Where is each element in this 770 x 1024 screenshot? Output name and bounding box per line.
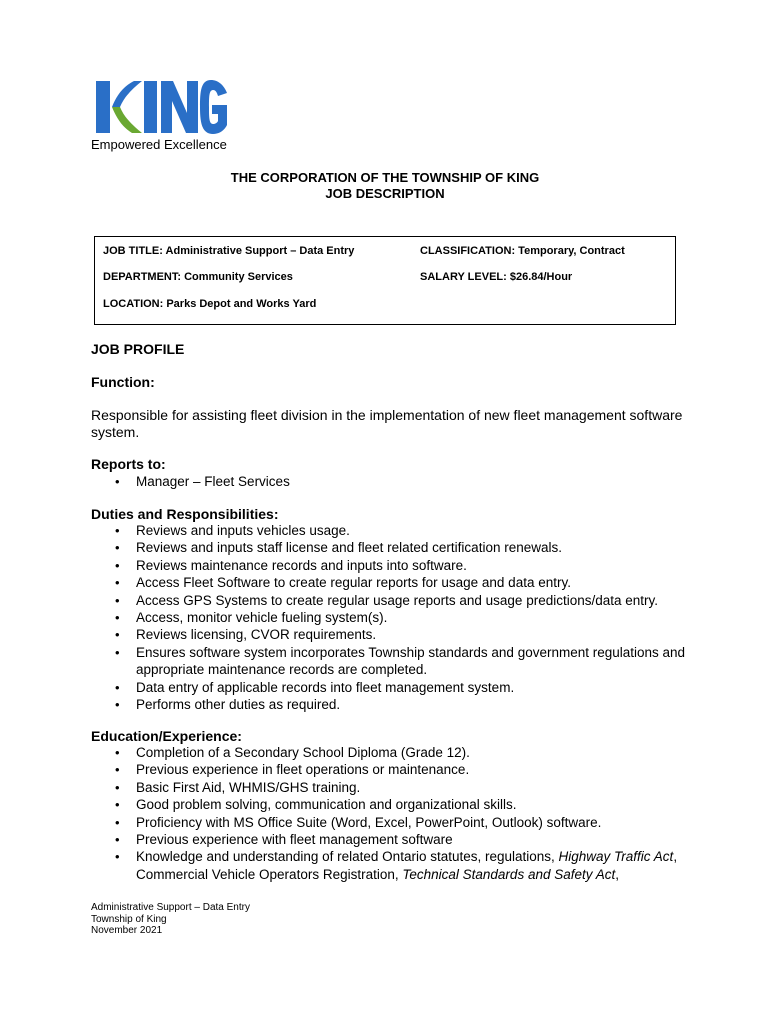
bullet-icon: • — [115, 697, 120, 713]
bullet-icon: • — [115, 779, 120, 795]
list-item-text: Manager – Fleet Services — [136, 474, 290, 489]
statutes-text-1: Knowledge and understanding of related Ontario statutes, regulations, — [136, 849, 559, 865]
list-item-text: Previous experience in fleet operations or maintenance. — [136, 762, 470, 778]
department: DEPARTMENT: Community Services — [103, 271, 293, 283]
list-item-text: Access, monitor vehicle fueling system(s). — [136, 610, 388, 626]
bullet-icon: • — [115, 627, 120, 643]
list-item-text: Reviews and inputs vehicles usage. — [136, 523, 350, 538]
bullet-icon: • — [115, 832, 120, 848]
list-item — [0, 848, 696, 883]
bullet-icon: • — [115, 849, 120, 865]
document-title: THE CORPORATION OF THE TOWNSHIP OF KING — [230, 170, 540, 185]
list-item — [0, 696, 696, 713]
list-item-text: Ensures software system incorporates Township standards and government regulations and appropriate maintenance records are completed. — [136, 644, 686, 678]
bullet-icon: • — [115, 644, 120, 660]
bullet-icon: • — [115, 557, 120, 573]
list-item-text: Proficiency with MS Office Suite (Word, Excel, PowerPoint, Outlook) software. — [136, 814, 602, 830]
list-item — [0, 539, 696, 556]
duties-heading: Duties and Responsibilities: — [91, 506, 279, 522]
reports-to-list — [0, 473, 696, 490]
bullet-icon: • — [115, 592, 120, 608]
list-item — [0, 744, 696, 761]
list-item-text — [136, 849, 677, 881]
logo-tagline: Empowered Excellence — [91, 137, 227, 152]
list-item — [0, 473, 696, 490]
bullet-icon: • — [115, 679, 120, 695]
job-info-box — [94, 236, 676, 325]
footer-line-3: November 2021 — [91, 925, 163, 936]
list-item — [0, 779, 696, 796]
list-item — [0, 522, 696, 539]
list-item-text: Data entry of applicable records into fleet management system. — [136, 679, 515, 695]
page-footer — [91, 902, 250, 937]
list-item-text: Performs other duties as required. — [136, 697, 341, 713]
list-item-text: Reviews and inputs staff license and fleet related certification renewals. — [136, 540, 562, 556]
list-item — [0, 644, 696, 679]
location: LOCATION: Parks Depot and Works Yard — [103, 298, 317, 310]
list-item-text: Access Fleet Software to create regular reports for usage and data entry. — [136, 575, 571, 591]
bullet-icon: • — [115, 814, 120, 830]
list-item-text: Reviews maintenance records and inputs into software. — [136, 557, 467, 573]
statutes-text-3: , — [615, 866, 620, 882]
salary-level: SALARY LEVEL: $26.84/Hour — [420, 271, 573, 283]
bullet-icon: • — [115, 575, 120, 591]
list-item-text: Access GPS Systems to create regular usage reports and usage predictions/data entry. — [136, 592, 659, 608]
list-item — [0, 814, 696, 831]
king-logo — [92, 79, 228, 135]
list-item — [0, 574, 696, 591]
list-item-text: Reviews licensing, CVOR requirements. — [136, 627, 377, 643]
bullet-icon: • — [115, 523, 120, 538]
list-item — [0, 557, 696, 574]
duties-list — [0, 522, 696, 713]
list-item-text: Previous experience with fleet management software — [136, 832, 453, 848]
list-item-text: Completion of a Secondary School Diploma (Grade 12). — [136, 745, 470, 760]
footer-line-2: Township of King — [91, 913, 167, 925]
list-item-text: Basic First Aid, WHMIS/GHS training. — [136, 779, 361, 795]
job-title: JOB TITLE: Administrative Support – Data Entry — [103, 245, 355, 257]
bullet-icon: • — [115, 762, 120, 778]
job-profile-heading: JOB PROFILE — [91, 341, 185, 357]
classification: CLASSIFICATION: Temporary, Contract — [420, 245, 625, 257]
list-item — [0, 831, 696, 848]
list-item-text: Good problem solving, communication and organizational skills. — [136, 797, 517, 813]
bullet-icon: • — [115, 610, 120, 626]
reports-to-heading: Reports to: — [91, 456, 166, 472]
bullet-icon: • — [115, 540, 120, 556]
technical-standards-act: Technical Standards and Safety Act — [402, 866, 616, 882]
function-heading: Function: — [91, 374, 155, 390]
document-subtitle: JOB DESCRIPTION — [325, 186, 445, 201]
education-list — [0, 744, 696, 883]
bullet-icon: • — [115, 745, 120, 760]
highway-traffic-act: Highway Traffic Act — [558, 849, 674, 865]
function-text: Responsible for assisting fleet division in the implementation of new fleet management software system. — [91, 407, 683, 440]
bullet-icon: • — [115, 797, 120, 813]
list-item — [0, 609, 696, 626]
bullet-icon: • — [115, 474, 120, 489]
education-heading: Education/Experience: — [91, 728, 242, 744]
list-item — [0, 761, 696, 778]
statutes-text-2: , Commercial Vehicle Operators Registration, — [136, 849, 678, 882]
footer-line-1: Administrative Support – Data Entry — [91, 902, 250, 913]
list-item — [0, 592, 696, 609]
list-item — [0, 626, 696, 643]
list-item — [0, 796, 696, 813]
king-logo-graphic — [92, 79, 228, 135]
list-item — [0, 679, 696, 696]
